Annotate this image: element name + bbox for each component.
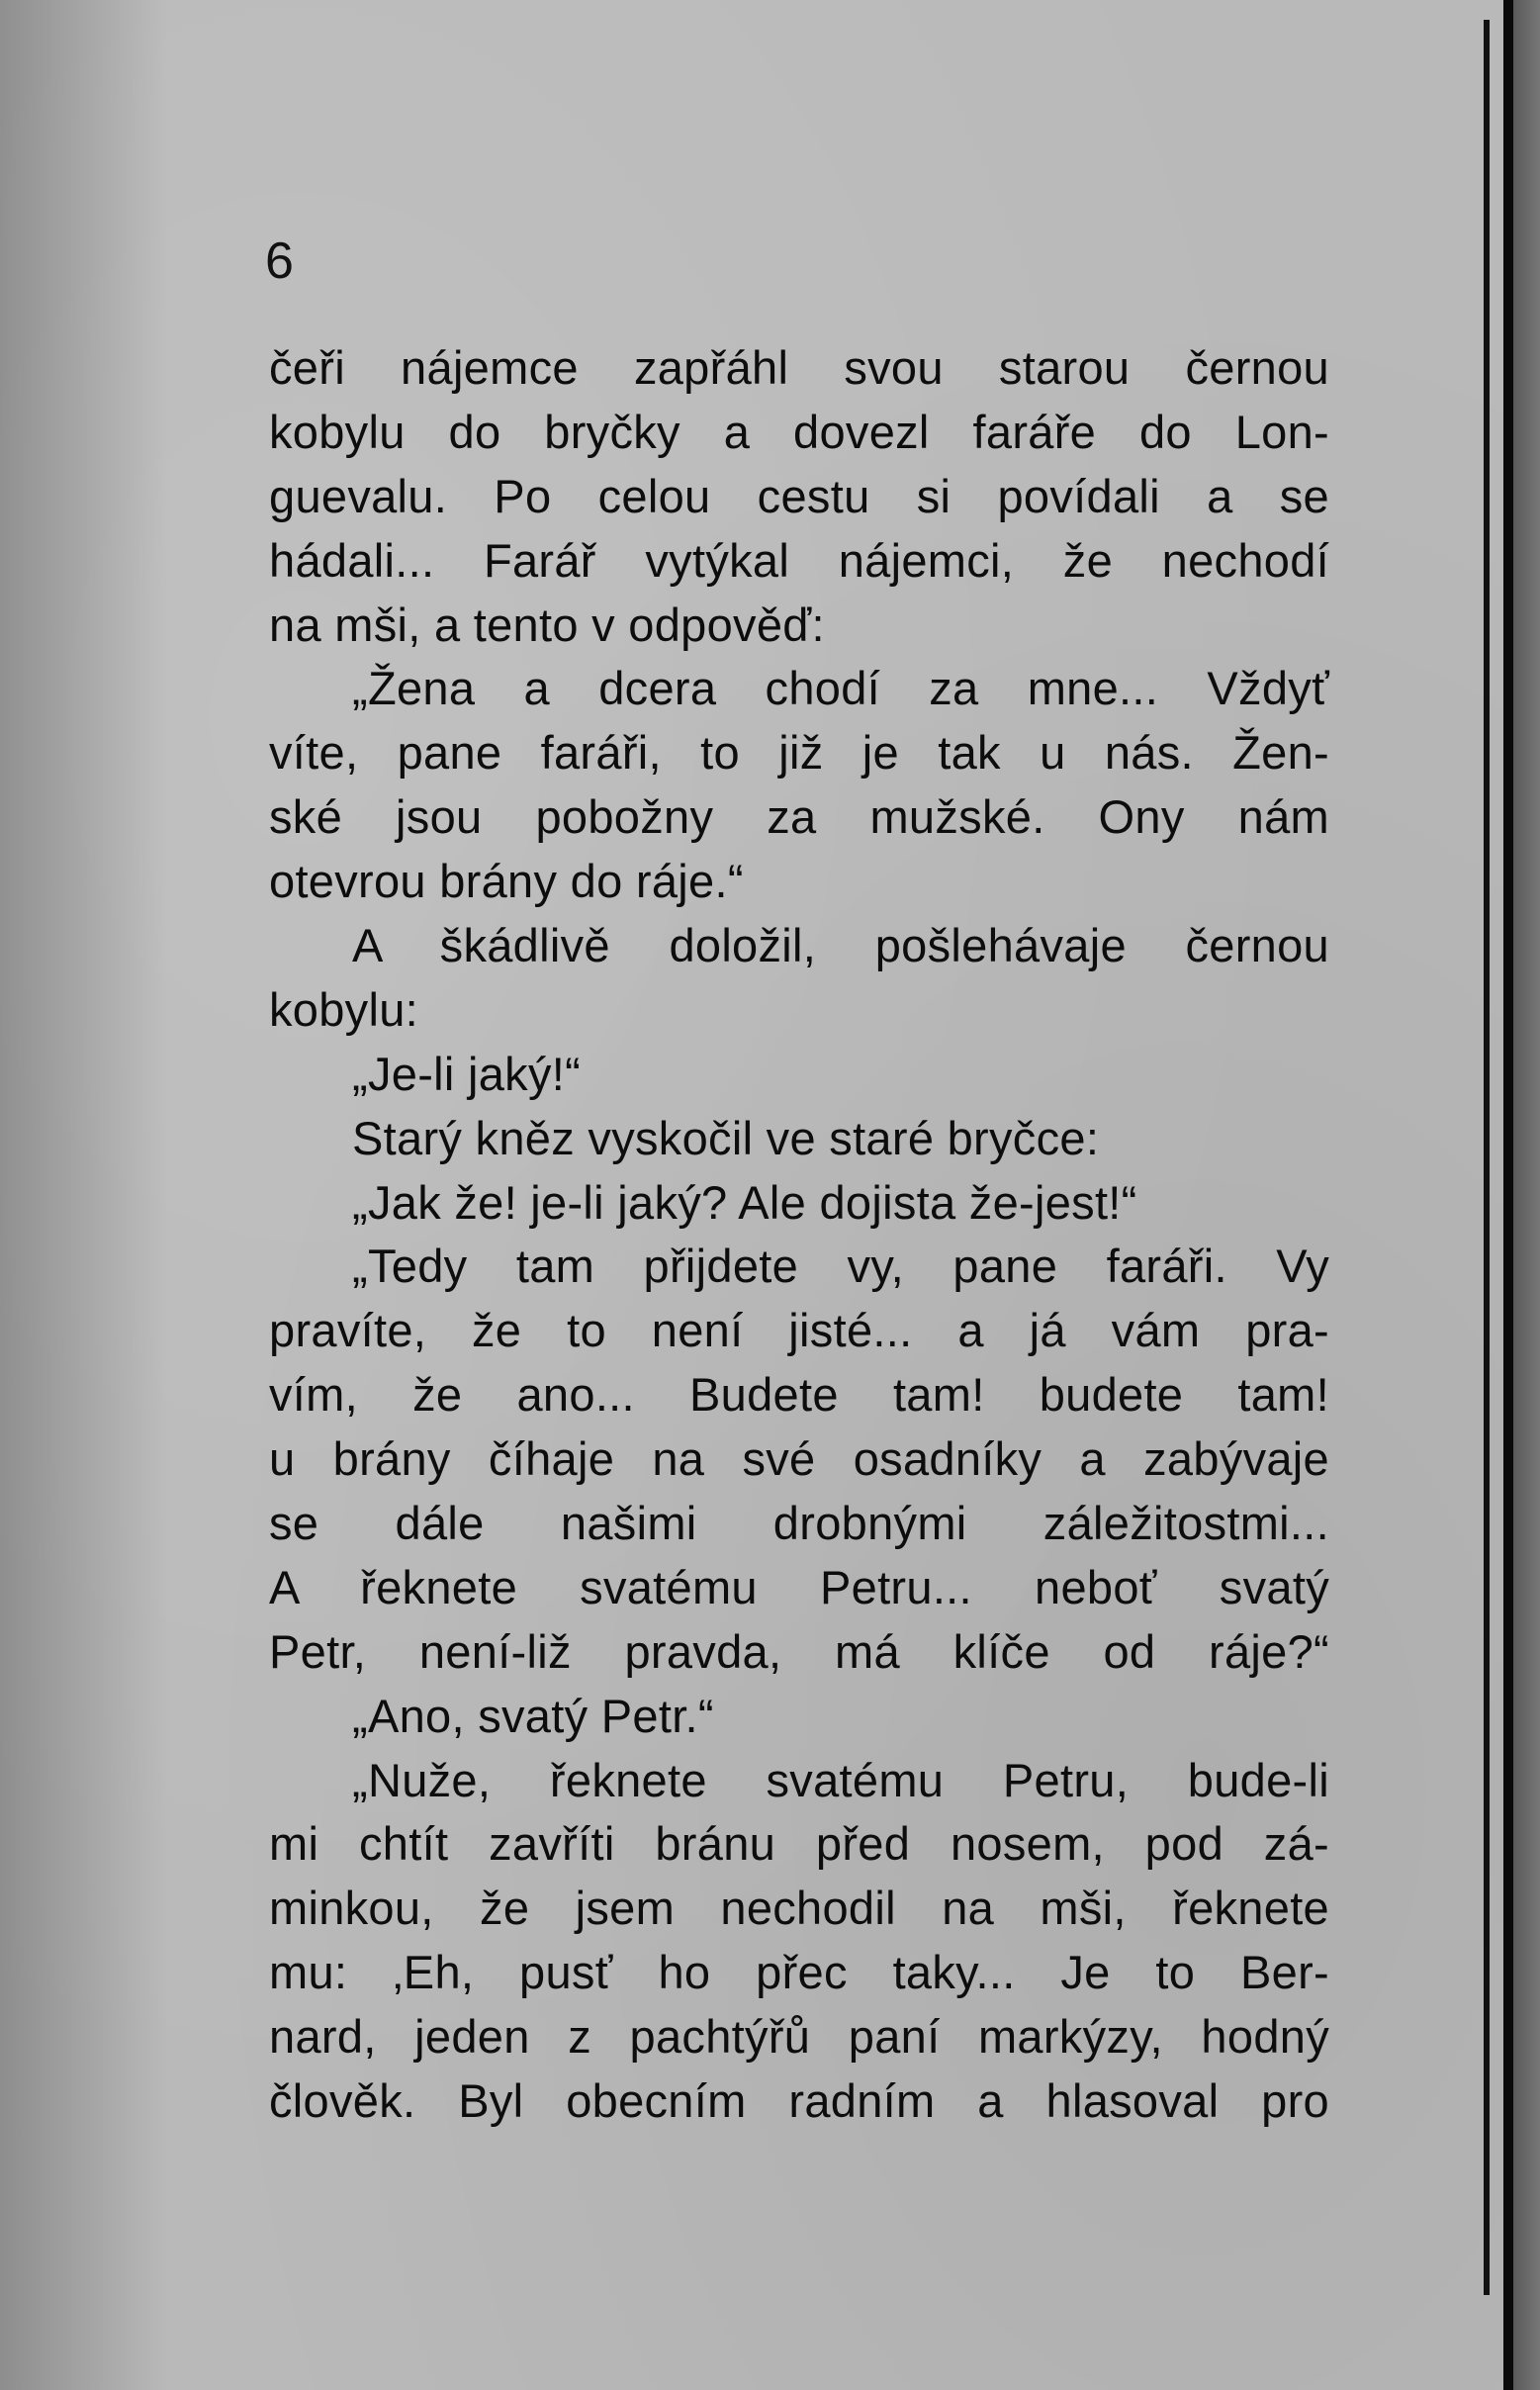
page-number: 6 (265, 232, 294, 290)
text-line: člověk. Byl obecním radním a hlasoval pro (269, 2074, 1329, 2128)
page-edge-rule (1484, 20, 1490, 2295)
text-line: vím, že ano... Budete tam! budete tam! (269, 1368, 1329, 1422)
text-line: mu: ‚Eh, pusť ho přec taky... Je to Ber- (269, 1946, 1329, 1999)
text-line: nard, jeden z pachtýřů paní markýzy, hodný (269, 2010, 1329, 2064)
text-line: kobylu: (269, 982, 419, 1036)
text-line: „Tedy tam přijdete vy, pane faráři. Vy (352, 1240, 1329, 1293)
text-line: víte, pane faráři, to již je tak u nás. Žen- (269, 726, 1329, 780)
body-text (269, 336, 1329, 2134)
text-line: na mši, a tento v odpověď: (269, 598, 825, 651)
text-line: minkou, že jsem nechodil na mši, řeknete (269, 1882, 1329, 1935)
text-line: mi chtít zavříti bránu před nosem, pod zá- (269, 1817, 1329, 1871)
text-line: „Je-li jaký!“ (352, 1047, 582, 1100)
text-line: guevalu. Po celou cestu si povídali a se (269, 469, 1329, 522)
text-line: Petr, není-liž pravda, má klíče od ráje?“ (269, 1624, 1329, 1678)
text-line: hádali... Farář vytýkal nájemci, že nechodí (269, 533, 1329, 587)
text-line: čeři nájemce zapřáhl svou starou černou (269, 341, 1329, 394)
text-line: ské jsou pobožny za mužské. Ony nám (269, 790, 1329, 844)
text-line: otevrou brány do ráje.“ (269, 855, 744, 908)
text-line: Starý kněz vyskočil ve staré bryčce: (352, 1111, 1100, 1164)
text-line: „Nuže, řeknete svatému Petru, bude-li (352, 1753, 1329, 1806)
text-line: A řeknete svatému Petru... neboť svatý (269, 1560, 1329, 1613)
page-shadow (0, 0, 168, 2390)
text-line: kobylu do bryčky a dovezl faráře do Lon- (269, 405, 1329, 458)
text-line: pravíte, že to není jisté... a já vám pra- (269, 1304, 1329, 1357)
text-line: A škádlivě doložil, pošlehávaje černou (352, 919, 1329, 972)
text-line: „Jak že! je-li jaký? Ale dojista že-jest!“ (352, 1175, 1137, 1229)
text-line: „Ano, svatý Petr.“ (352, 1689, 714, 1742)
text-line: „Žena a dcera chodí za mne... Vždyť (352, 662, 1329, 715)
text-line: u brány číhaje na své osadníky a zabývaje (269, 1432, 1329, 1486)
text-line: se dále našimi drobnými záležitostmi... (269, 1497, 1329, 1550)
scan-border (1503, 0, 1540, 2390)
